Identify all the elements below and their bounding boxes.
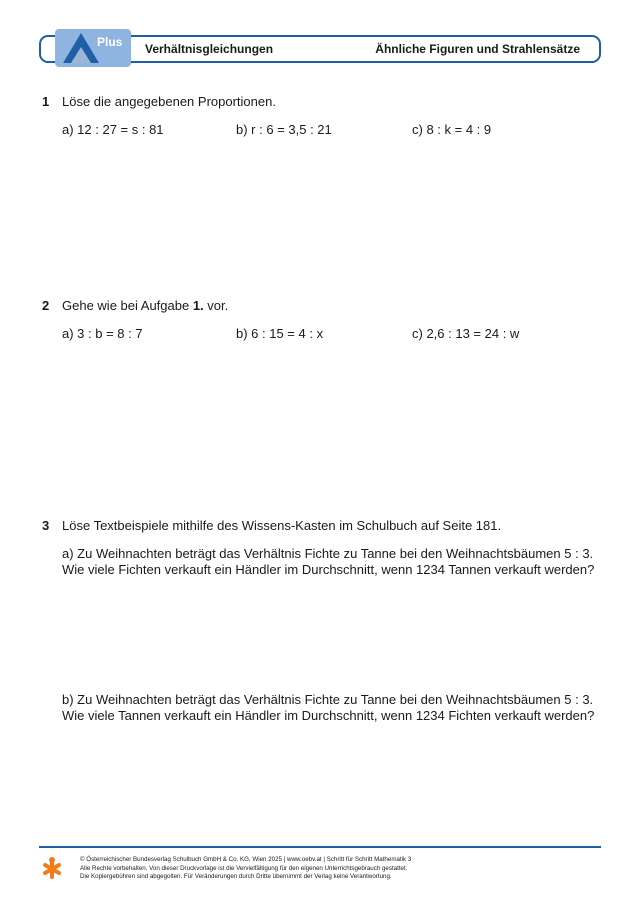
subtask-b: b) 6 : 15 = 4 : x	[236, 326, 324, 341]
footer-line: © Österreichischer Bundesverlag Schulbuch GmbH & Co. KG, Wien 2025 | www.oebv.at | Schritt für Schritt Mathematik 3	[80, 856, 412, 863]
footer-divider	[39, 846, 601, 848]
subtask-c: c) 2,6 : 13 = 24 : w	[412, 326, 520, 341]
footer-copyright	[80, 856, 411, 882]
subtask-b: b) r : 6 = 3,5 : 21	[236, 122, 332, 137]
subtask-a-line1: a) Zu Weihnachten beträgt das Verhältnis Fichte zu Tanne bei den Weihnachtsbäumen 5 : 3.	[62, 546, 594, 561]
subtask-b-line2: Wie viele Tannen verkauft ein Händler im Durchschnitt, wenn 1234 Fichten verkauft werden?	[62, 708, 595, 723]
logo-text: Plus	[97, 35, 123, 49]
task-instruction: Löse Textbeispiele mithilfe des Wissens-Kasten im Schulbuch auf Seite 181.	[62, 518, 502, 533]
footer-line: Alle Rechte vorbehalten. Von dieser Druckvorlage ist die Vervielfältigung für den eigenen Unterrichtsgebrauch gestattet.	[80, 864, 408, 872]
task-instruction	[62, 298, 228, 313]
instruction-text: vor.	[203, 298, 229, 313]
subtask-a: a) 3 : b = 8 : 7	[62, 326, 143, 341]
task-number: 1	[42, 94, 50, 109]
plus-logo	[55, 29, 131, 67]
subtask-c: c) 8 : k = 4 : 9	[412, 122, 492, 137]
task-number: 3	[42, 518, 50, 533]
publisher-star-icon	[40, 856, 64, 882]
task-number: 2	[42, 298, 50, 313]
subtask-b-line1: b) Zu Weihnachten beträgt das Verhältnis Fichte zu Tanne bei den Weihnachtsbäumen 5 : 3.	[62, 692, 594, 707]
instruction-text: Gehe wie bei Aufgabe	[62, 298, 193, 313]
subtask-a: a) 12 : 27 = s : 81	[62, 122, 164, 137]
footer-line: Die Kopiergebühren sind abgegolten. Für Veränderungen durch Dritte übernimmt der Verlag keine Verantwortung.	[80, 873, 392, 881]
chapter-title: Ähnliche Figuren und Strahlensätze	[375, 42, 580, 56]
task-instruction: Löse die angegebenen Proportionen.	[62, 94, 276, 109]
subtask-a-line2: Wie viele Fichten verkauft ein Händler im Durchschnitt, wenn 1234 Tannen verkauft werden?	[62, 562, 595, 577]
worksheet-topic: Verhältnisgleichungen	[145, 42, 274, 56]
task-reference: 1.	[192, 298, 204, 313]
